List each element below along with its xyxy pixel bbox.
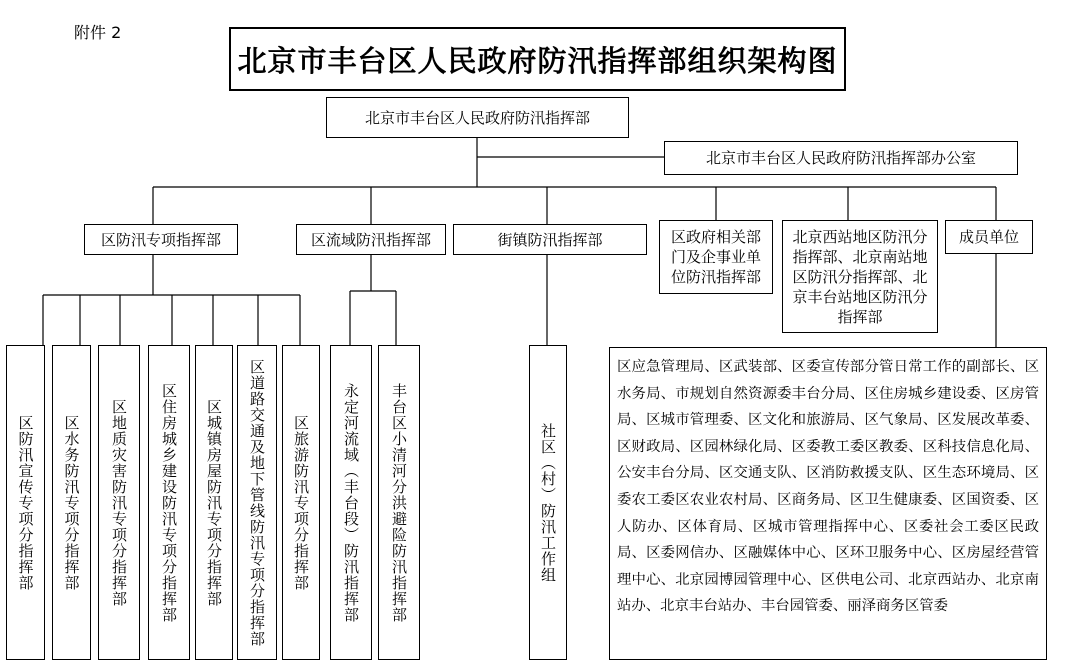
chart-title: 北京市丰台区人民政府防汛指挥部组织架构图 xyxy=(229,27,846,91)
special-subunit: 区住房城乡建设防汛专项分指挥部 xyxy=(148,345,190,660)
basin-subunit: 永定河流域（丰台段）防汛指挥部 xyxy=(330,345,372,660)
gov-dept-command-node: 区政府相关部门及企事业单位防汛指挥部 xyxy=(659,220,773,294)
special-subunit: 区防汛宣传专项分指挥部 xyxy=(6,345,45,660)
basin-subunit: 丰台区小清河分洪避险防汛指挥部 xyxy=(378,345,420,660)
root-node: 北京市丰台区人民政府防汛指挥部 xyxy=(326,97,629,138)
special-subunit: 区城镇房屋防汛专项分指挥部 xyxy=(195,345,233,660)
special-subunit: 区水务防汛专项分指挥部 xyxy=(52,345,91,660)
special-subunit: 区地质灾害防汛专项分指挥部 xyxy=(98,345,140,660)
special-subunit: 区旅游防汛专项分指挥部 xyxy=(282,345,320,660)
special-command-node: 区防汛专项指挥部 xyxy=(84,224,238,255)
basin-command-node: 区流域防汛指挥部 xyxy=(296,224,446,255)
special-subunit: 区道路交通及地下管线防汛专项分指挥部 xyxy=(237,345,277,660)
member-units-list: 区应急管理局、区武装部、区委宣传部分管日常工作的副部长、区水务局、市规划自然资源委丰台分局、区住房城乡建设委、区房管局、区城市管理委、区文化和旅游局、区气象局、区发展改革委、区财政局、区园林绿化局、区委教工委区教委、区科技信息化局、公安丰台分局、区交通支队、区消防救援支队、区生态环境局、区委农工委区农业农村局、区商务局、区卫生健康委、区国资委、区人防办、区体育局、区城市管理指挥中心、区委社会工委区民政局、区委网信办、区融媒体中心、区环卫服务中心、区房屋经营管理中心、北京园博园管理中心、区供电公司、北京西站办、北京南站办、北京丰台站办、丰台园管委、丽泽商务区管委 xyxy=(609,347,1047,660)
street-subunit: 社区（村）防汛工作组 xyxy=(529,345,567,660)
office-node: 北京市丰台区人民政府防汛指挥部办公室 xyxy=(664,141,1018,175)
station-command-node: 北京西站地区防汛分指挥部、北京南站地区防汛分指挥部、北京丰台站地区防汛分指挥部 xyxy=(782,220,938,333)
street-command-node: 街镇防汛指挥部 xyxy=(453,224,647,255)
member-units-node: 成员单位 xyxy=(945,220,1033,254)
attachment-label: 附件 2 xyxy=(74,23,122,42)
